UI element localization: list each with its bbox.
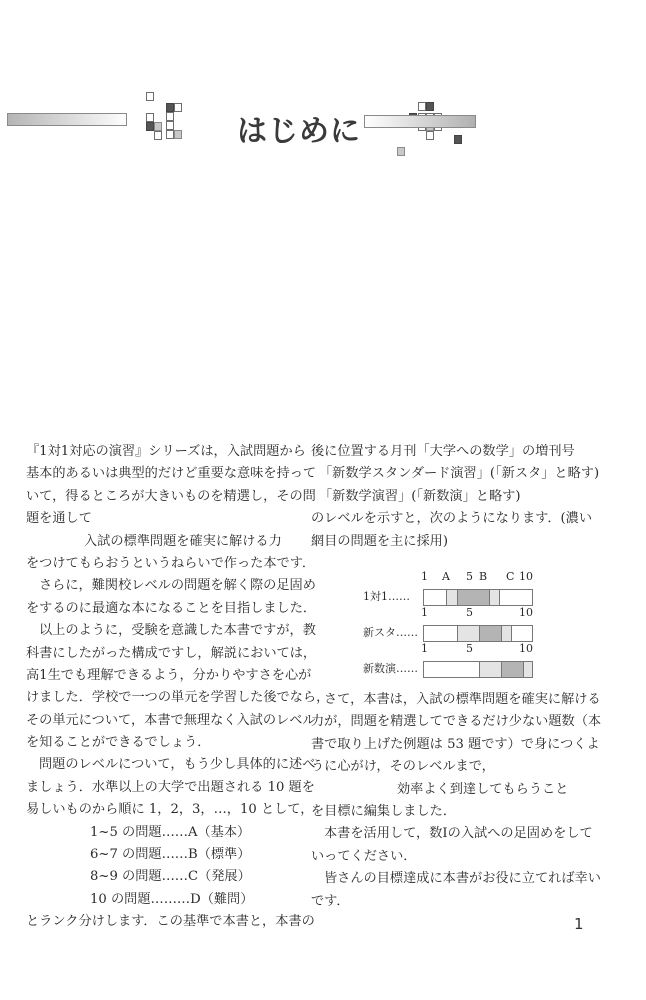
text-line: その単元について，本書で無理なく入試のレベル <box>26 712 316 728</box>
text-line: 『1対1対応の演習』シリーズは，入試問題から <box>26 444 306 459</box>
tick-label: B <box>479 570 488 583</box>
text-line: けました．学校で一つの単元を学習した後でなら， <box>26 690 330 706</box>
book-title-line: 「新数学演習」(「新数演」と略す) <box>319 488 521 504</box>
level-row-shinsuta <box>355 606 545 644</box>
text-line: 科書にしたがった構成ですし，解説においては， <box>26 645 317 661</box>
level-segment-dark <box>479 626 502 641</box>
level-segment-light <box>479 662 502 677</box>
page-number: 1 <box>574 915 584 933</box>
emphasis-line: 入試の標準問題を確実に解ける力 <box>84 533 282 549</box>
tick-label: 1 <box>421 570 428 583</box>
decor-square-dark <box>146 122 154 131</box>
tick-label: 5 <box>466 606 473 619</box>
page-title: はじめに <box>237 114 361 149</box>
level-row-label: 1対1…… <box>363 590 410 603</box>
level-ticks <box>418 570 533 584</box>
chapter-header <box>0 80 646 170</box>
tick-label: 1 <box>421 606 428 619</box>
level-bar <box>423 661 533 678</box>
rank-line-d: 10 の問題………D（難問） <box>90 891 254 907</box>
level-segment-light <box>523 662 533 677</box>
tick-label: 10 <box>519 570 533 583</box>
text-line: さらに，難関校レベルの問題を解く際の足固め <box>39 578 316 594</box>
text-line: 皆さんの目標達成に本書がお役に立てれば幸い <box>324 871 601 887</box>
right-text-column-bottom <box>311 689 601 913</box>
text-line: ましょう．水準以上の大学で出題される 10 題を <box>26 779 315 795</box>
tick-label: C <box>506 570 515 583</box>
text-line: とランク分けします．この基準で本書と，本書の <box>26 914 315 930</box>
decor-square <box>174 103 182 112</box>
level-segment-light <box>489 590 500 605</box>
text-line: 問題のレベルについて，もう少し具体的に述べ <box>39 757 316 773</box>
decor-square <box>166 121 174 130</box>
decor-square <box>154 131 162 140</box>
text-line: をつけてもらおうというねらいで作った本です． <box>26 555 316 571</box>
tick-label: A <box>442 570 450 583</box>
tick-label: 10 <box>519 606 533 619</box>
tick-label: 1 <box>421 642 428 655</box>
text-line: 書で取り上げた例題は 53 題です）で身につくよ <box>311 736 600 752</box>
rank-line-b: 6~7 の問題……B（標準） <box>90 847 251 863</box>
level-row-label: 新スタ…… <box>363 626 418 639</box>
decor-square-light <box>174 130 182 139</box>
level-diagram <box>355 570 545 680</box>
decor-square <box>426 131 434 140</box>
tick-label: 5 <box>466 642 473 655</box>
decor-square-dark <box>454 135 462 144</box>
rank-line-a: 1~5 の問題……A（基本） <box>90 824 251 840</box>
text-line: 易しいものから順に 1，2，3，…，10 として， <box>26 802 314 818</box>
text-line: 本書を活用して，数Ⅰの入試への足固めをして <box>324 826 593 842</box>
level-row-shinsuen <box>355 642 545 680</box>
right-decorative-bar <box>364 115 476 128</box>
decor-square-light <box>397 147 405 156</box>
text-line: を知ることができるでしょう． <box>26 735 211 751</box>
decor-square-dark <box>426 102 434 111</box>
rank-line-c: 8~9 の問題……C（発展） <box>90 869 251 885</box>
text-line: 高1生でも理解できるよう，分かりやすさを心が <box>26 667 312 683</box>
text-line: うに心がけ，そのレベルまで， <box>311 759 495 775</box>
level-row-1tai1 <box>355 570 545 608</box>
text-line: 後に位置する月刊「大学への数学」の増刊号 <box>311 444 575 459</box>
text-line: 題を通して <box>26 511 92 527</box>
decor-square-dark <box>166 103 174 112</box>
tick-label: 5 <box>466 570 473 583</box>
decor-square <box>166 112 174 121</box>
level-ticks <box>418 606 533 620</box>
decor-square <box>146 113 154 122</box>
text-line: です． <box>311 893 350 909</box>
text-line: さて，本書は，入試の標準問題を確実に解ける <box>324 692 601 707</box>
left-text-column <box>26 441 329 934</box>
level-bar <box>423 589 533 606</box>
level-row-label: 新数演…… <box>363 662 418 675</box>
text-line: 力が，問題を精選してできるだけ少ない題数（本 <box>311 714 602 730</box>
text-line: をするのに最適な本になることを目指しました． <box>26 600 317 616</box>
decor-square <box>166 130 174 139</box>
level-segment-dark <box>457 590 490 605</box>
text-line: を目標に編集しました． <box>311 803 457 819</box>
text-line: のレベルを示すと，次のようになります．(濃い <box>311 511 593 527</box>
text-line: 以上のように，受験を意識した本書ですが，教 <box>39 623 316 639</box>
text-line: いってください． <box>311 848 417 864</box>
text-line: 網目の問題を主に採用) <box>311 533 449 549</box>
right-text-column <box>311 441 599 553</box>
level-segment-light <box>501 626 512 641</box>
level-segment-dark <box>501 662 524 677</box>
level-segment-light <box>457 626 480 641</box>
tick-label: 10 <box>519 642 533 655</box>
decor-square <box>418 102 426 111</box>
text-line: いて，得るところが大きいものを精選し，その問 <box>26 488 316 504</box>
level-ticks <box>418 642 533 656</box>
decor-square <box>146 92 154 101</box>
emphasis-line: 効率よく到達してもらうこと <box>397 781 569 797</box>
book-title-line: 「新数学スタンダード演習」(「新スタ」と略す) <box>319 466 600 482</box>
decor-square-light <box>154 122 162 131</box>
text-line: 基本的あるいは典型的だけど重要な意味を持って <box>26 466 317 482</box>
level-bar <box>423 625 533 642</box>
left-decorative-bar <box>7 113 127 126</box>
